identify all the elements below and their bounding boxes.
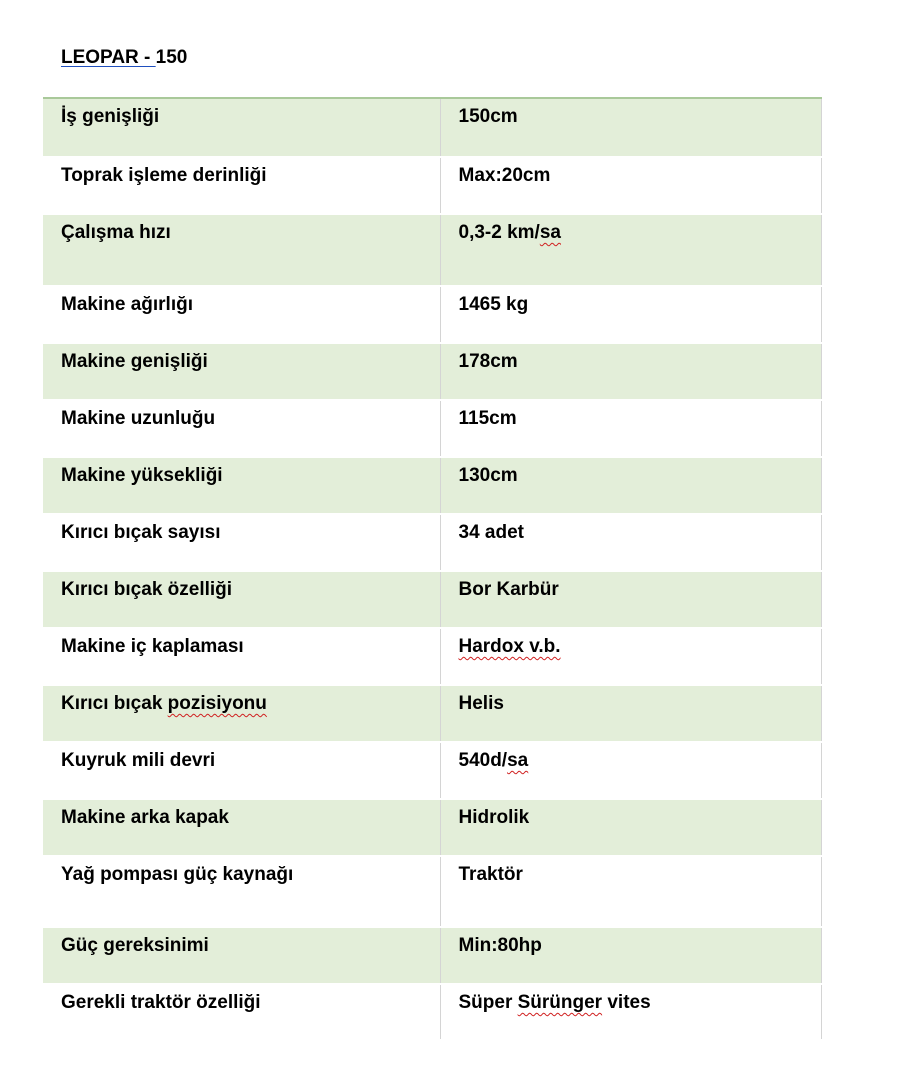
table-row (43, 98, 821, 157)
spec-value (440, 628, 821, 685)
table-row (43, 343, 821, 400)
spec-value (440, 742, 821, 799)
title-number: 150 (155, 47, 188, 68)
spec-value (440, 984, 821, 1040)
table-row (43, 856, 821, 927)
spec-label: Gerekli traktör özelliği (43, 984, 440, 1040)
spec-label: Makine iç kaplaması (43, 628, 440, 685)
spec-value: Min:80hp (440, 927, 821, 984)
spec-label-text: Kırıcı bıçak (61, 693, 168, 714)
spec-label: Makine genişliği (43, 343, 440, 400)
spec-label: Kırıcı bıçak özelliği (43, 571, 440, 628)
table-row (43, 400, 821, 457)
table-row (43, 927, 821, 984)
spec-value: Traktör (440, 856, 821, 927)
spec-value-text: vites (602, 992, 651, 1013)
spec-value: 178cm (440, 343, 821, 400)
spec-label: Makine yüksekliği (43, 457, 440, 514)
spec-label: Toprak işleme derinliği (43, 157, 440, 214)
spec-label: Makine ağırlığı (43, 286, 440, 343)
spec-label: Güç gereksinimi (43, 927, 440, 984)
spec-value: 34 adet (440, 514, 821, 571)
spec-value (440, 214, 821, 286)
spec-value: Hidrolik (440, 799, 821, 856)
table-row (43, 214, 821, 286)
table-row (43, 286, 821, 343)
spec-value: 150cm (440, 98, 821, 157)
spelling-flag: sa (507, 750, 529, 771)
spec-table (43, 97, 822, 1041)
spelling-flag: sa (539, 222, 561, 243)
spec-value: 115cm (440, 400, 821, 457)
spec-label: Yağ pompası güç kaynağı (43, 856, 440, 927)
spec-label: Kuyruk mili devri (43, 742, 440, 799)
spelling-flag: Sürünger (517, 992, 603, 1013)
table-row (43, 571, 821, 628)
spec-value: 130cm (440, 457, 821, 514)
spec-label (43, 685, 440, 742)
spec-value-text: Süper (458, 992, 518, 1013)
table-row (43, 514, 821, 571)
spelling-flag: pozisiyonu (167, 693, 267, 714)
table-row (43, 799, 821, 856)
spec-label: İş genişliği (43, 98, 440, 157)
table-row (43, 157, 821, 214)
spec-value-text: 0,3-2 km/ (458, 222, 540, 243)
title-model[interactable]: LEOPAR - (61, 47, 156, 68)
spec-value: Bor Karbür (440, 571, 821, 628)
spec-value: 1465 kg (440, 286, 821, 343)
table-row (43, 685, 821, 742)
table-row (43, 742, 821, 799)
table-row (43, 457, 821, 514)
spec-label: Makine uzunluğu (43, 400, 440, 457)
table-row (43, 628, 821, 685)
spelling-flag: Hardox v.b. (458, 636, 561, 657)
spec-label: Kırıcı bıçak sayısı (43, 514, 440, 571)
table-row (43, 984, 821, 1040)
spec-value: Max:20cm (440, 157, 821, 214)
document-title (61, 47, 187, 69)
spec-value-text: 540d/ (458, 750, 508, 771)
spec-label: Çalışma hızı (43, 214, 440, 286)
spec-value: Helis (440, 685, 821, 742)
spec-label: Makine arka kapak (43, 799, 440, 856)
